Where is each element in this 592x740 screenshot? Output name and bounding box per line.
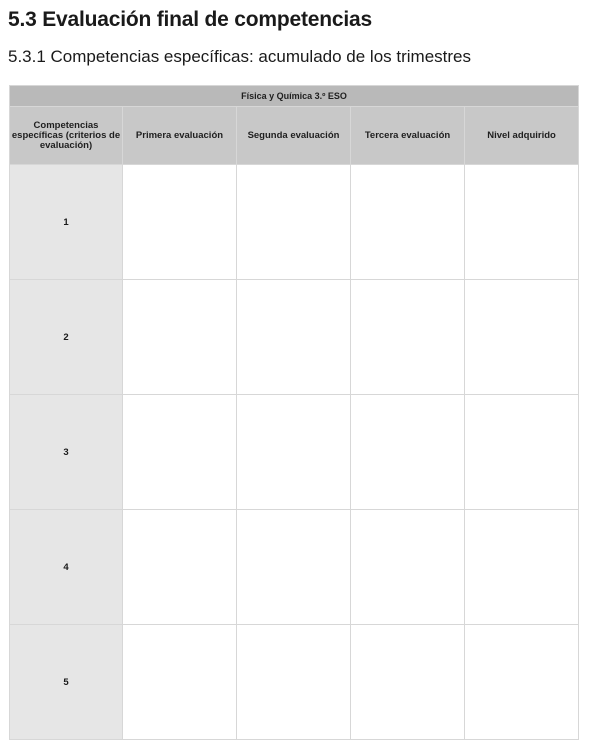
table-header-row xyxy=(10,107,579,165)
cell-nivel[interactable] xyxy=(465,280,579,395)
row-number: 1 xyxy=(10,165,123,280)
row-number: 4 xyxy=(10,510,123,625)
cell-tercera[interactable] xyxy=(351,510,465,625)
cell-segunda[interactable] xyxy=(237,625,351,740)
cell-primera[interactable] xyxy=(123,395,237,510)
column-header-nivel: Nivel adquirido xyxy=(465,107,579,165)
column-header-primera: Primera evaluación xyxy=(123,107,237,165)
cell-nivel[interactable] xyxy=(465,510,579,625)
column-header-tercera: Tercera evaluación xyxy=(351,107,465,165)
subsection-heading: 5.3.1 Competencias específicas: acumulado de los trimestres xyxy=(8,47,472,66)
cell-tercera[interactable] xyxy=(351,165,465,280)
row-number: 2 xyxy=(10,280,123,395)
column-header-segunda: Segunda evaluación xyxy=(237,107,351,165)
cell-segunda[interactable] xyxy=(237,165,351,280)
table-row xyxy=(10,395,579,510)
cell-primera[interactable] xyxy=(123,280,237,395)
cell-segunda[interactable] xyxy=(237,510,351,625)
table-row xyxy=(10,165,579,280)
cell-nivel[interactable] xyxy=(465,625,579,740)
cell-tercera[interactable] xyxy=(351,625,465,740)
cell-nivel[interactable] xyxy=(465,395,579,510)
column-header-competencias: Competencias específicas (criterios de evaluación) xyxy=(10,107,123,165)
cell-primera[interactable] xyxy=(123,510,237,625)
cell-nivel[interactable] xyxy=(465,165,579,280)
cell-tercera[interactable] xyxy=(351,395,465,510)
table-row xyxy=(10,280,579,395)
cell-primera[interactable] xyxy=(123,165,237,280)
table-row xyxy=(10,625,579,740)
table-title: Física y Química 3.º ESO xyxy=(10,86,579,107)
table-title-row xyxy=(10,86,579,107)
cell-segunda[interactable] xyxy=(237,395,351,510)
cell-primera[interactable] xyxy=(123,625,237,740)
cell-tercera[interactable] xyxy=(351,280,465,395)
row-number: 3 xyxy=(10,395,123,510)
cell-segunda[interactable] xyxy=(237,280,351,395)
competencies-table xyxy=(9,85,579,740)
table-row xyxy=(10,510,579,625)
section-heading: 5.3 Evaluación final de competencias xyxy=(8,8,372,31)
row-number: 5 xyxy=(10,625,123,740)
